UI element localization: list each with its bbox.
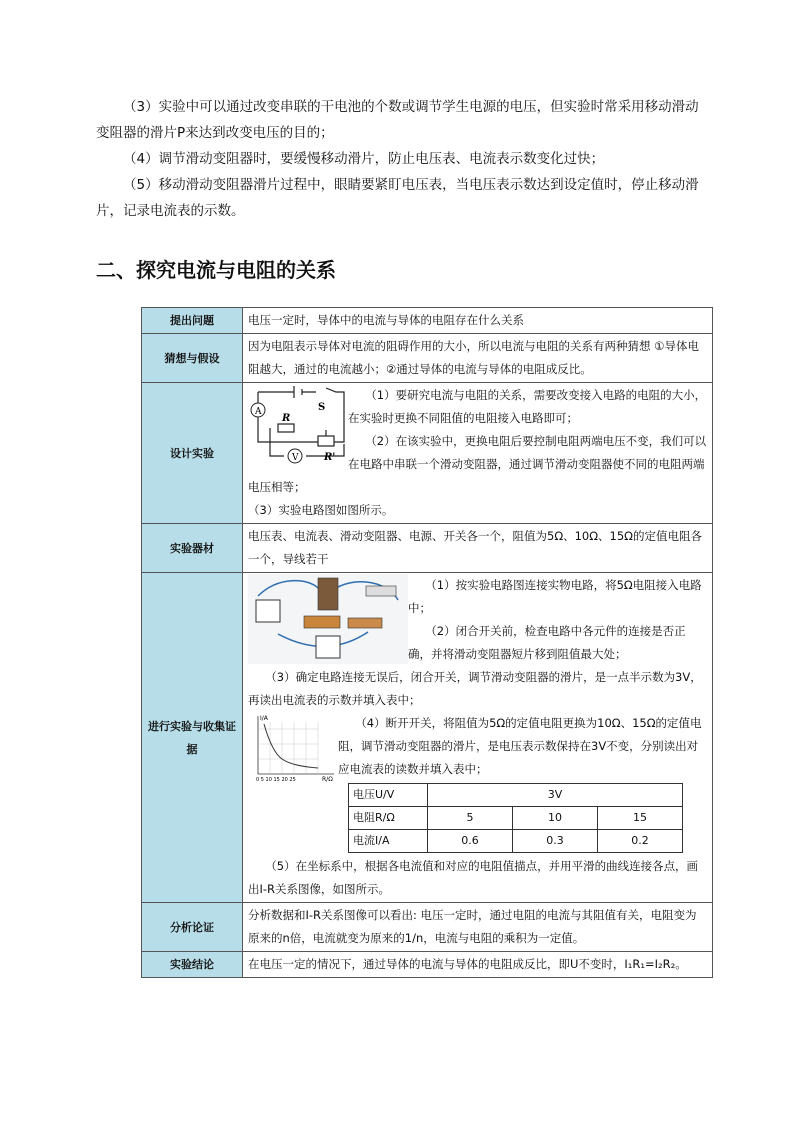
row-hypothesis [142, 334, 713, 383]
text-question: 电压一定时，导体中的电流与导体的电阻存在什么关系 [243, 308, 713, 334]
design-text-2: （2）在该实验中，更换电阻后要控制电阻两端电压不变，我们可以在电路中串联一个滑动变阻器，通过调节滑动变阻器使不同的电阻两端电压相等； [248, 434, 707, 494]
apparatus-photo [248, 574, 408, 664]
text-equipment: 电压表、电流表、滑动变阻器、电源、开关各一个，阻值为5Ω、10Ω、15Ω的定值电阻各一个，导线若干 [243, 524, 713, 573]
th-voltage: 电压U/V [349, 784, 428, 807]
design-text-3: （3）实验电路图如图所示。 [248, 503, 394, 517]
text-analysis: 分析数据和I-R关系图像可以看出: 电压一定时，通过电阻的电流与其阻值有关，电阻变为原来的n倍，电流就变为原来的1/n，电流与电阻的乘积为一定值。 [243, 903, 713, 952]
meter-icon [316, 636, 340, 658]
row-design [142, 383, 713, 524]
th-current: 电流I/A [349, 830, 428, 853]
exp-step-3: （3）确定电路连接无误后，闭合开关，调节滑动变阻器的滑片，是一点半示数为3V，再读出电流表的示数并填入表中； [248, 670, 702, 707]
th-resistance: 电阻R/Ω [349, 807, 428, 830]
label-r: R [282, 413, 291, 424]
i-r-graph [248, 712, 338, 782]
design-text-1: （1）要研究电流与电阻的关系，需要改变接入电路的电阻的大小，在实验时更换不同阻值的电阻接入电路即可； [348, 388, 707, 425]
exp-step-5: （5）在坐标系中，根据各电流值和对应的电阻值描点，并用平滑的曲线连接各点，画出I-R关系图像，如图所示。 [248, 859, 699, 896]
experiment-table [141, 307, 713, 978]
exp-step-2: （2）闭合开关前，检查电路中各元件的连接是否正确，并将滑动变阻器短片移到阻值最大处； [408, 624, 686, 661]
row-question [142, 308, 713, 334]
meter-icon [256, 600, 280, 622]
graph-xlabel: R/Ω [322, 776, 333, 782]
label-rp: R' [324, 452, 336, 463]
graph-ticks: 0 5 10 15 20 25 [256, 777, 296, 782]
text-hypothesis: 因为电阻表示导体对电流的阻碍作用的大小，所以电流与电阻的关系有两种猜想 ①导体电阻越大，通过的电流越小；②通过导体的电流与导体的电阻成反比。 [243, 334, 713, 383]
cell-i2: 0.3 [513, 830, 598, 853]
label-experiment: 进行实验与收集证据 [142, 573, 243, 903]
intro-p3: （3）实验中可以通过改变串联的干电池的个数或调节学生电源的电压，但实验时常采用移动滑动变阻器的滑片P来达到改变电压的目的； [96, 99, 699, 141]
label-v: V [292, 453, 299, 463]
intro-p5: （5）移动滑动变阻器滑片过程中，眼睛要紧盯电压表，当电压表示数达到设定值时，停止移动滑片，记录电流表的示数。 [96, 177, 699, 219]
intro-p4: （4）调节滑动变阻器时，要缓慢移动滑片，防止电压表、电流表示数变化过快； [123, 151, 605, 167]
cell-r2: 10 [513, 807, 598, 830]
label-equipment: 实验器材 [142, 524, 243, 573]
cell-i1: 0.6 [428, 830, 513, 853]
label-analysis: 分析论证 [142, 903, 243, 952]
label-design: 设计实验 [142, 383, 243, 524]
label-s: S [318, 402, 326, 413]
row-equipment [142, 524, 713, 573]
row-experiment [142, 573, 713, 903]
exp-step-1: （1）按实验电路图连接实物电路，将5Ω电阻接入电路中； [408, 578, 702, 615]
row-analysis [142, 903, 713, 952]
cell-i3: 0.2 [598, 830, 683, 853]
label-conclusion: 实验结论 [142, 952, 243, 978]
cell-r3: 15 [598, 807, 683, 830]
cell-voltage: 3V [428, 784, 683, 807]
intro-paragraphs [96, 94, 706, 224]
data-table [348, 783, 683, 853]
label-question: 提出问题 [142, 308, 243, 334]
text-conclusion: 在电压一定的情况下，通过导体的电流与导体的电阻成反比，即U不变时，I₁R₁=I₂R₂。 [243, 952, 713, 978]
label-a: A [255, 407, 262, 417]
section-title: 二、探究电流与电阻的关系 [96, 258, 336, 282]
cell-r1: 5 [428, 807, 513, 830]
circuit-diagram [248, 384, 348, 470]
exp-step-4: （4）断开开关，将阻值为5Ω的定值电阻更换为10Ω、15Ω的定值电阻，调节滑动变阻器的滑片，是电压表示数保持在3V不变，分别读出对应电流表的读数并填入表中； [338, 716, 702, 776]
label-hypothesis: 猜想与假设 [142, 334, 243, 383]
graph-ylabel: I/A [260, 715, 268, 722]
row-conclusion [142, 952, 713, 978]
